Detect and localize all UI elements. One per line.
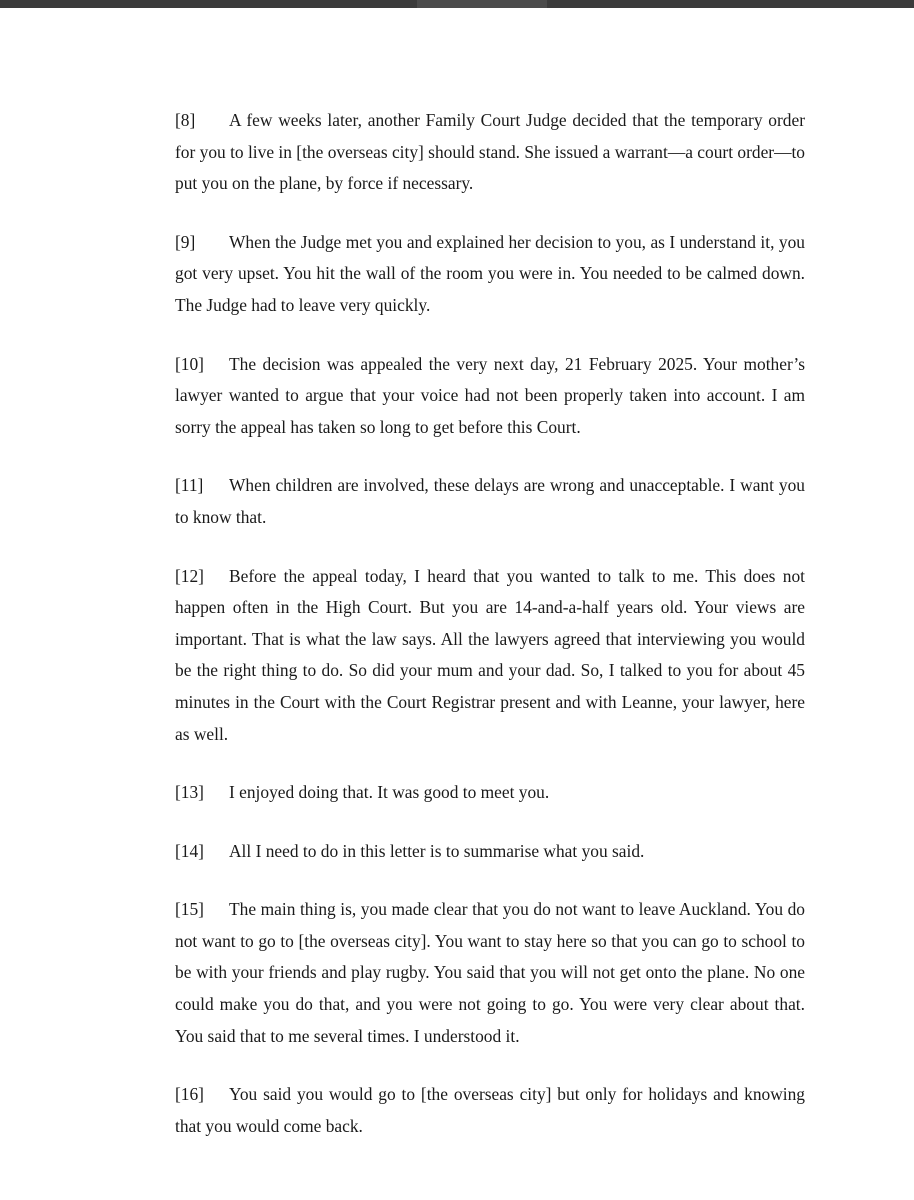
paragraph-14 [175, 836, 805, 868]
paragraph-text: The decision was appealed the very next day, 21 February 2025. Your mother’s lawyer wanted to argue that your voice had not been properly taken into account. I am sorry the appeal has taken so long to get before this Court. [175, 353, 805, 437]
paragraph-number: [16] [175, 1084, 204, 1105]
horizontal-scroll-thumb[interactable] [417, 0, 547, 8]
paragraph-12 [175, 561, 805, 751]
document-page [175, 105, 805, 1169]
paragraph-10 [175, 349, 805, 444]
paragraph-number: [11] [175, 475, 204, 496]
viewer-top-bar [0, 0, 914, 8]
paragraph-text: Before the appeal today, I heard that you wanted to talk to me. This does not happen often in the High Court. But you are 14-and-a-half years old. Your views are important. That is what the law says. All the lawyers agreed that interviewing you would be the right thing to do. So did your mum and your dad. So, I talked to you for about 45 minutes in the Court with the Court Registrar present and with Leanne, your lawyer, here as well. [175, 565, 805, 744]
paragraph-number: [15] [175, 899, 204, 920]
paragraph-number: [10] [175, 353, 204, 374]
paragraph-16 [175, 1079, 805, 1142]
paragraph-text: I enjoyed doing that. It was good to meet you. [229, 782, 550, 803]
paragraph-text: The main thing is, you made clear that you do not want to leave Auckland. You do not want to go to [the overseas city]. You want to stay here so that you can go to school to be with your friends and play rugby. You said that you will not get onto the plane. No one could make you do that, and you were not going to go. You were very clear about that. You said that to me several times. I understood it. [175, 899, 805, 1046]
paragraph-number: [8] [175, 110, 196, 130]
paragraph-number: [9] [175, 231, 196, 252]
paragraph-15 [175, 894, 805, 1052]
paragraph-text: When the Judge met you and explained her decision to you, as I understand it, you got very upset. You hit the wall of the room you were in. You needed to be calmed down. The Judge had to leave very quickly. [175, 231, 805, 315]
paragraph-text: When children are involved, these delays are wrong and unacceptable. I want you to know that. [175, 475, 805, 527]
paragraph-text: A few weeks later, another Family Court Judge decided that the temporary order for you to live in [the overseas city] should stand. She issued a warrant—a court order—to put you on the plane, by force if necessary. [175, 110, 805, 194]
paragraph-text: All I need to do in this letter is to summarise what you said. [229, 840, 645, 861]
paragraph-11 [175, 470, 805, 533]
paragraph-text: You said you would go to [the overseas city] but only for holidays and knowing that you would come back. [175, 1084, 805, 1136]
paragraph-number: [13] [175, 782, 204, 803]
paragraph-number: [12] [175, 565, 204, 586]
paragraph-13 [175, 777, 805, 809]
paragraph-8 [175, 105, 805, 200]
paragraph-number: [14] [175, 840, 204, 861]
paragraph-9 [175, 227, 805, 322]
